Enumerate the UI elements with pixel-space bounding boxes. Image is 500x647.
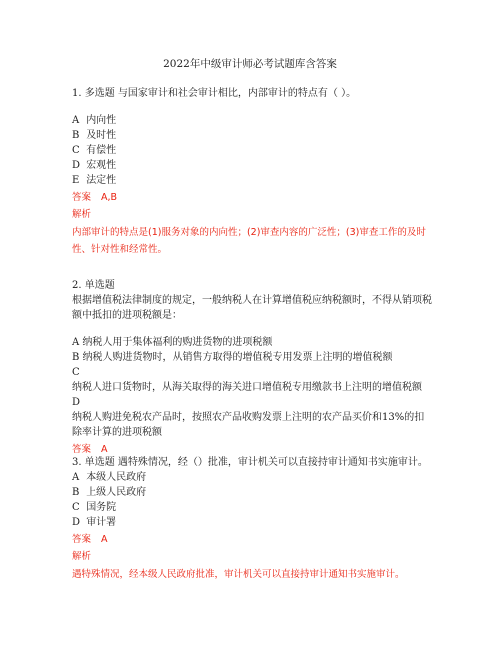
q2-option-c-text: 纳税人进口货物时，从海关取得的海关进口增值税专用缴款书上注明的增值税额 bbox=[72, 382, 422, 393]
q1-option-e: E 法定性 bbox=[72, 175, 117, 186]
q2-option-b: B 纳税人购进货物时，从销售方取得的增值税专用发票上注明的增值税额 bbox=[72, 352, 393, 363]
q1-option-a: A 内向性 bbox=[72, 115, 117, 126]
q2-answer: 答案 A bbox=[72, 444, 108, 455]
q3-analysis: 遇特殊情况，经本级人民政府批准，审计机关可以直接持审计通知书实施审计。 bbox=[72, 569, 405, 580]
question-2-stem: 根据增值税法律制度的规定，一般纳税人在计算增值税应纳税额时，不得从销项税额中抵扣的进项税额是： bbox=[72, 295, 432, 321]
q2-option-c-letter: C bbox=[72, 367, 80, 378]
q1-analysis: 内部审计的特点是(1)服务对象的内向性；(2)审查内容的广泛性；(3)审查工作的及时性、针对性和经常性。 bbox=[72, 227, 426, 255]
q2-option-d-text: 纳税人购进免税农产品时，按照农产品收购发票上注明的农产品买价和13%的扣除率计算的进项税额 bbox=[72, 412, 425, 438]
q1-answer: 答案 A,B bbox=[72, 192, 118, 203]
q3-option-c: C 国务院 bbox=[72, 502, 117, 513]
q1-option-b: B 及时性 bbox=[72, 130, 117, 141]
q2-option-d-letter: D bbox=[72, 397, 81, 408]
question-1 bbox=[72, 86, 432, 258]
q3-option-b: B 上级人民政府 bbox=[72, 487, 147, 498]
q1-option-c: C 有偿性 bbox=[72, 145, 117, 156]
q3-option-a: A 本级人民政府 bbox=[72, 472, 147, 483]
document-title: 2022年中级审计师必考试题库含答案 bbox=[163, 58, 337, 70]
question-3 bbox=[72, 455, 432, 583]
q3-analysis-label: 解析 bbox=[72, 551, 92, 562]
q3-option-d: D 审计署 bbox=[72, 517, 117, 528]
q2-option-a: A 纳税人用于集体福利的购进货物的进项税额 bbox=[72, 337, 273, 348]
question-2 bbox=[72, 278, 432, 457]
q3-answer: 答案 A bbox=[72, 534, 108, 545]
q1-analysis-label: 解析 bbox=[72, 209, 92, 220]
question-3-stem: 3. 单选题 遇特殊情况，经（）批准，审计机关可以直接持审计通知书实施审计。 bbox=[72, 457, 428, 468]
question-2-type: 2. 单选题 bbox=[72, 280, 115, 291]
question-1-stem: 1. 多选题 与国家审计和社会审计相比，内部审计的特点有（ ）。 bbox=[72, 88, 357, 99]
q1-option-d: D 宏观性 bbox=[72, 160, 117, 171]
